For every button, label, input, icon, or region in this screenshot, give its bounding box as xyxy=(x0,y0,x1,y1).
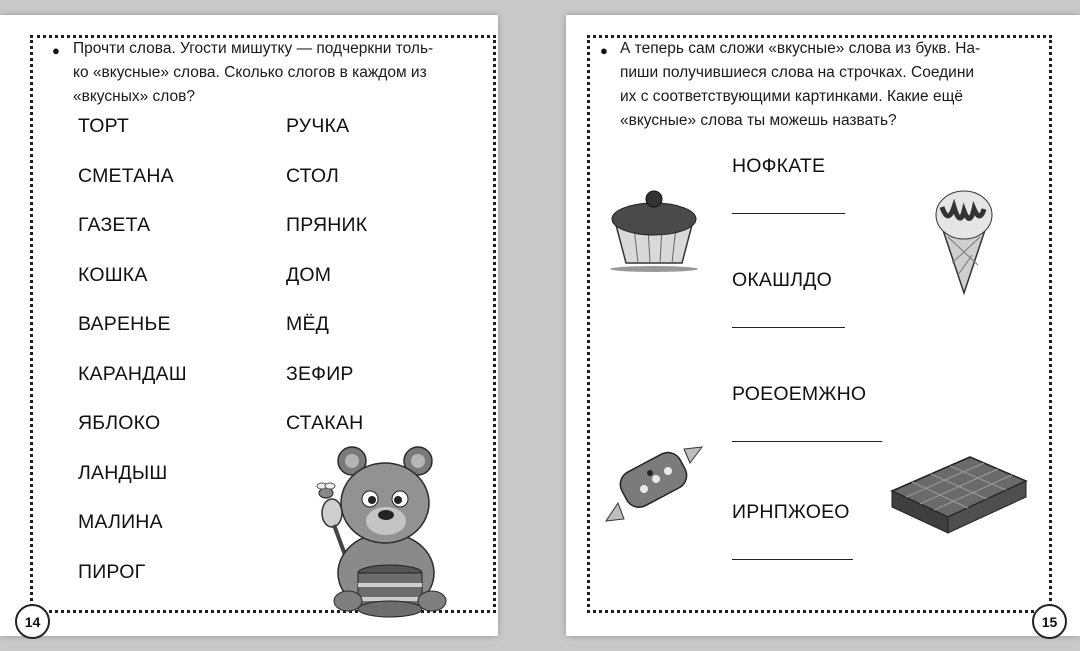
answer-line[interactable] xyxy=(732,327,845,328)
candy-picture[interactable] xyxy=(604,443,704,527)
word-item[interactable]: ЯБЛОКО xyxy=(78,412,161,434)
word-item[interactable]: ПРЯНИК xyxy=(286,214,368,236)
answer-line[interactable] xyxy=(732,559,853,560)
left-instruction-line: «вкусных» слов? xyxy=(73,88,195,105)
word-item[interactable]: СТАКАН xyxy=(286,412,364,434)
word-item[interactable]: КОШКА xyxy=(78,264,148,286)
word-item[interactable]: РУЧКА xyxy=(286,115,350,137)
word-item[interactable]: СТОЛ xyxy=(286,165,340,187)
cupcake-picture[interactable] xyxy=(606,183,702,271)
left-instruction-line: ко «вкусные» слова. Сколько слогов в каждом из xyxy=(73,64,427,81)
left-page xyxy=(0,15,498,636)
right-instruction-line: А теперь сам сложи «вкусные» слова из букв. На- xyxy=(620,40,981,57)
word-item[interactable]: ЛАНДЫШ xyxy=(78,462,168,484)
right-instruction-line: пиши получившиеся слова на строчках. Соедини xyxy=(620,64,975,81)
left-bullet: ● xyxy=(52,43,60,58)
word-item[interactable]: СМЕТАНА xyxy=(78,165,174,187)
right-page xyxy=(566,15,1080,636)
scrambled-word: РОЕОЕМЖНО xyxy=(732,383,867,405)
page-number: 15 xyxy=(1032,604,1067,639)
word-item[interactable]: ГАЗЕТА xyxy=(78,214,151,236)
answer-line[interactable] xyxy=(732,213,845,214)
right-instruction xyxy=(620,37,1032,133)
word-item[interactable]: ПИРОГ xyxy=(78,561,146,583)
bear-illustration xyxy=(300,433,450,618)
word-item[interactable]: ДОМ xyxy=(286,264,332,286)
right-instruction-line: «вкусные» слова ты можешь назвать? xyxy=(620,112,897,129)
word-item[interactable]: ТОРТ xyxy=(78,115,130,137)
left-instruction xyxy=(73,37,480,109)
word-item[interactable]: ВАРЕНЬЕ xyxy=(78,313,171,335)
page-number: 14 xyxy=(15,604,50,639)
word-item[interactable]: КАРАНДАШ xyxy=(78,363,187,385)
scrambled-word: ОКАШЛДО xyxy=(732,269,832,291)
answer-line[interactable] xyxy=(732,441,882,442)
right-bullet: ● xyxy=(600,43,608,58)
word-item[interactable]: МАЛИНА xyxy=(78,511,163,533)
scrambled-word: ИРНПЖОЕО xyxy=(732,501,850,523)
right-instruction-line: их с соответствующими картинками. Какие ещё xyxy=(620,88,963,105)
scrambled-word: НОФКАТЕ xyxy=(732,155,826,177)
left-instruction-line: Прочти слова. Угости мишутку — подчеркни толь- xyxy=(73,40,434,57)
word-item[interactable]: МЁД xyxy=(286,313,330,335)
word-item[interactable]: ЗЕФИР xyxy=(286,363,354,385)
chocolate-bar-picture[interactable] xyxy=(888,451,1030,539)
ice-cream-picture[interactable] xyxy=(932,185,996,297)
